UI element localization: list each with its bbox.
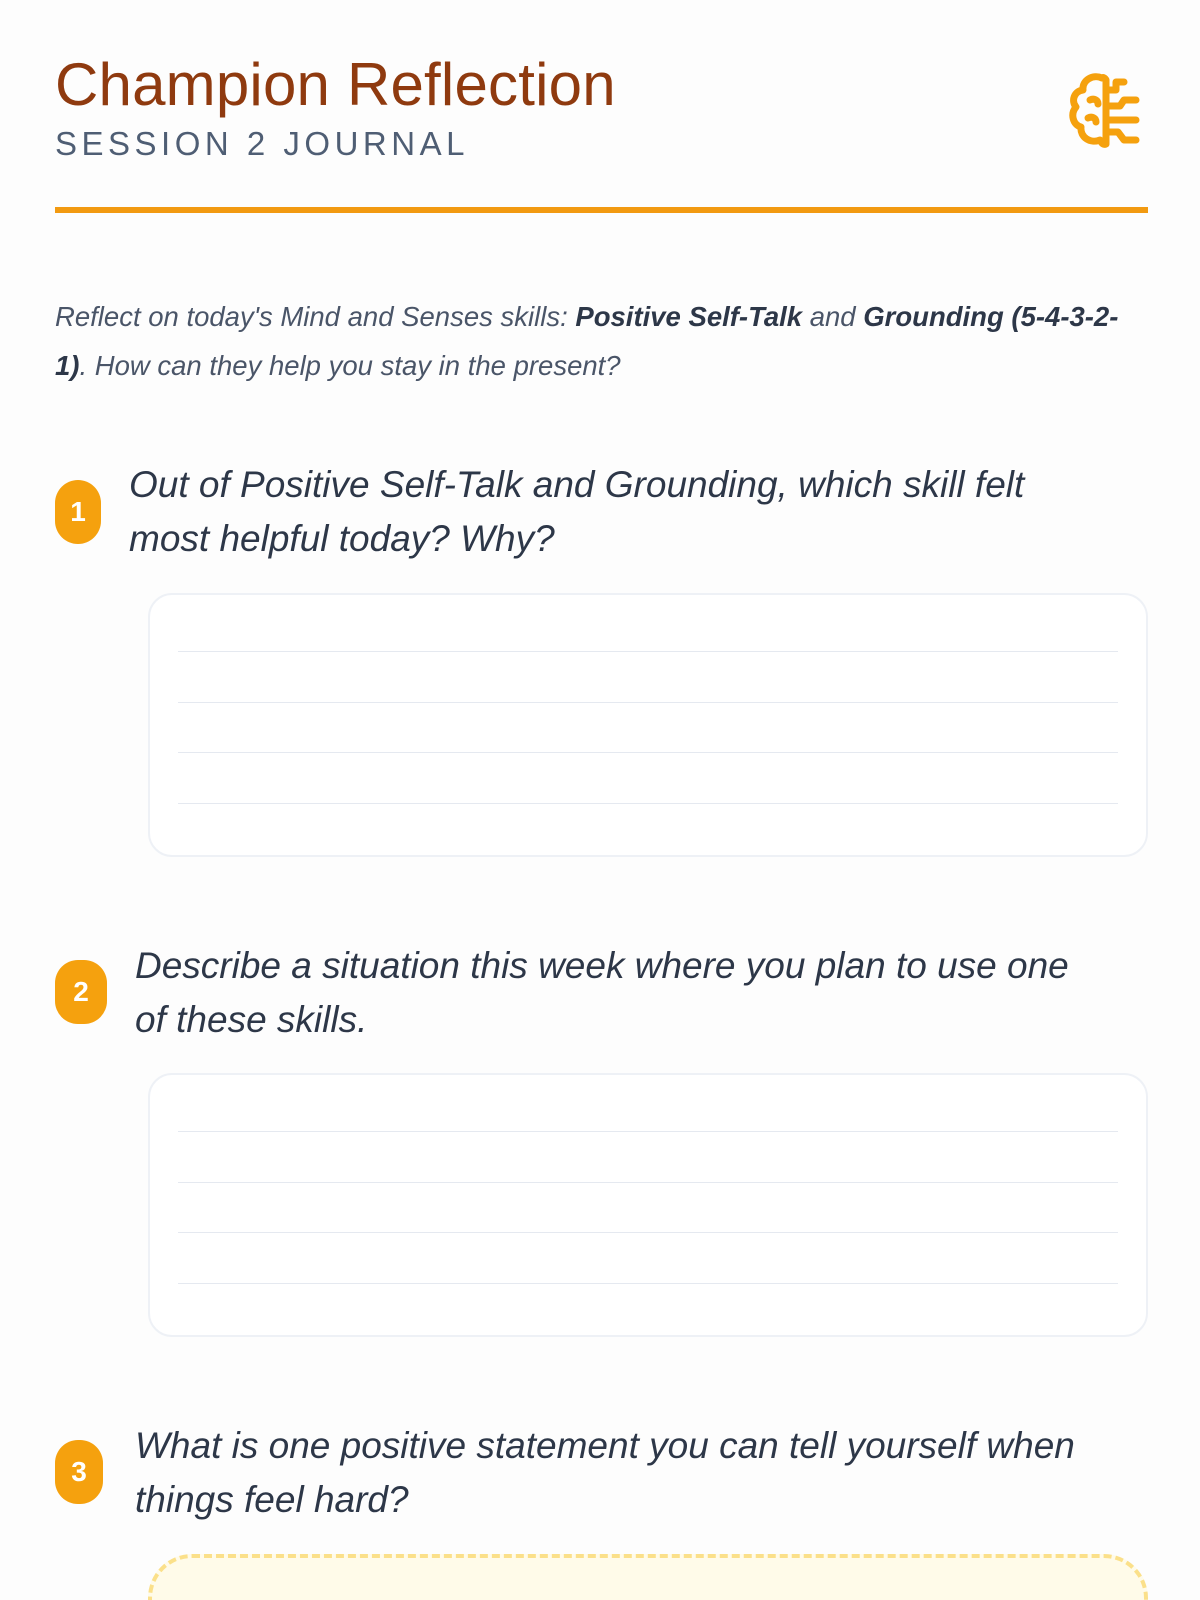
answer-field[interactable] (148, 1554, 1148, 1600)
writing-line (178, 1283, 1118, 1284)
brain-icon (1068, 70, 1148, 150)
intro-skill-grounding: Grounding (5-4-3-2-1) (55, 301, 1119, 381)
answer-field[interactable] (148, 1073, 1148, 1337)
writing-line (178, 651, 1118, 652)
intro-suffix: . How can they help you stay in the present? (79, 350, 621, 381)
question-prompt: Out of Positive Self-Talk and Grounding, which skill felt most helpful today? Why? (129, 464, 1025, 559)
writing-line (178, 702, 1118, 703)
writing-line (178, 752, 1118, 753)
question-number-badge: 2 (55, 960, 107, 1024)
writing-line (178, 1182, 1118, 1183)
question-number-badge: 1 (55, 480, 101, 544)
header-divider (55, 207, 1148, 213)
question-prompt: Describe a situation this week where you plan to use one of these skills. (135, 945, 1069, 1040)
intro-text (55, 292, 1148, 390)
intro-skill-positive-self-talk: Positive Self-Talk (575, 301, 803, 332)
intro-connector: and (802, 301, 864, 332)
intro-prefix: Reflect on today's Mind and Senses skills: (55, 301, 576, 332)
writing-line (178, 1131, 1118, 1132)
page-title: Champion Reflection (55, 51, 616, 118)
page-subtitle: SESSION 2 JOURNAL (55, 125, 469, 162)
question-number-badge: 3 (55, 1440, 103, 1504)
writing-line (178, 1232, 1118, 1233)
answer-field[interactable] (148, 593, 1148, 857)
writing-line (178, 803, 1118, 804)
journal-page (55, 0, 1148, 1600)
question-prompt: What is one positive statement you can tell yourself when things feel hard? (135, 1425, 1075, 1520)
